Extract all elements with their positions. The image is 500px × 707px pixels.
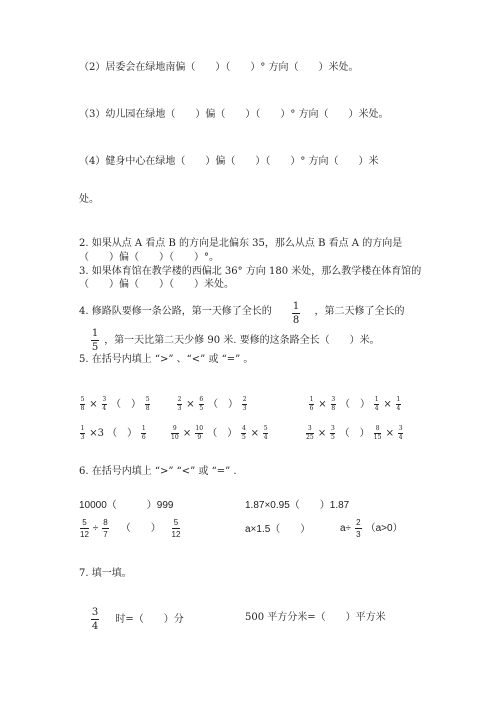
q5-title: 5. 在括号内填上 “>” 、“<” 或 “=” 。 <box>79 354 254 365</box>
q5-r2-blank2[interactable]: （ ） <box>207 428 238 439</box>
q5-r1-blank3[interactable]: （ ） <box>339 399 370 410</box>
q6-r1-b: 1.87×0.95（ ）1.87 <box>245 500 350 511</box>
q5-r1-item1: $\frac{5}{8}$ × $\frac{3}{4}$ （ ） $\frac{5}{8}$ <box>80 396 150 412</box>
q6-title: 6. 在括号内填上 “>” “<” 或 “=” . <box>79 466 237 477</box>
q7-title: 7. 填一填。 <box>79 568 132 579</box>
q5-r2-blank3[interactable]: （ ） <box>339 428 370 439</box>
q5-r1-item2: $\frac{2}{3}$ × $\frac{6}{5}$ （ ） $\frac{2}{3}$ <box>177 396 247 412</box>
q1-line-2: （2）居委会在绿地南偏（ ）（ ）° 方向（ ）米处。 <box>79 62 359 73</box>
q4-fraction-2: $\frac{1}{5}$ <box>91 328 99 353</box>
q5-r1-blank2[interactable]: （ ） <box>207 399 238 410</box>
q6-r2-b: a×1.5（ ） <box>245 524 311 535</box>
q7-a-text: 时=（ ）分 <box>115 614 184 625</box>
q5-r2-item3: $\frac{3}{25}$ × $\frac{3}{5}$ （ ） $\frac{8}{15}$ × $\frac{3}{4}$ <box>306 425 403 441</box>
q2-line-a: 2. 如果从点 A 看点 B 的方向是北偏东 35，那么从点 B 看点 A 的方向是 <box>79 238 403 249</box>
q3-line-a: 3. 如果体育馆在教学楼的西偏北 36° 方向 180 米处，那么教学楼在体育馆的 <box>79 266 422 277</box>
q6-r1-a: 10000（ ）999 <box>79 500 174 511</box>
q7-a: $\frac{3}{4}$ 时=（ ）分 <box>91 607 184 632</box>
q6-r2-a: $\frac{5}{12}$ ÷ $\frac{8}{7}$ （ ） $\frac{5}{12}$ <box>80 518 181 539</box>
q4-text-a2: ，第二天修了全长的 <box>314 306 405 317</box>
q6-r2-c: a÷ $\frac{2}{3}$ （a>0） <box>340 518 403 539</box>
q1-line-4: （4）健身中心在绿地（ ）偏（ ）（ ）° 方向（ ）米 <box>79 156 379 167</box>
q7-b: 500 平方分米=（ ）平方米 <box>245 612 386 623</box>
q5-r2-item1: $\frac{1}{3}$ ×3 （ ） $\frac{1}{6}$ <box>80 425 146 441</box>
q5-r1-blank1[interactable]: （ ） <box>110 399 141 410</box>
q3-line-b: （ ）偏（ ）（ ）米处。 <box>79 279 234 290</box>
q4-text-b: ，第一天比第二天少修 90 米. 要修的这条路全长（ ）米。 <box>104 335 380 346</box>
q5-r1-item3: $\frac{1}{6}$ × $\frac{3}{8}$ （ ） $\frac{1}{4}$ × $\frac{1}{4}$ <box>309 396 401 412</box>
q1-line-4-end: 处。 <box>79 194 99 205</box>
q4-line-b <box>89 328 380 353</box>
q6-r2-blank1[interactable]: （ ） <box>120 523 161 535</box>
q4-line-a <box>79 299 404 324</box>
q4-fraction-1: $\frac{1}{8}$ <box>292 301 300 326</box>
q5-r2-item2: $\frac{9}{10}$ × $\frac{10}{9}$ （ ） $\frac{4}{5}$ × $\frac{5}{4}$ <box>171 425 268 441</box>
q1-line-3: （3）幼儿园在绿地（ ）偏（ ）（ ）° 方向（ ）米处。 <box>79 109 389 120</box>
q5-r2-blank1[interactable]: （ ） <box>107 428 138 439</box>
q2-line-b: （ ）偏（ ）（ ）°。 <box>79 252 219 263</box>
q4-text-a: 4. 修路队要修一条公路，第一天修了全长的 <box>79 306 272 317</box>
